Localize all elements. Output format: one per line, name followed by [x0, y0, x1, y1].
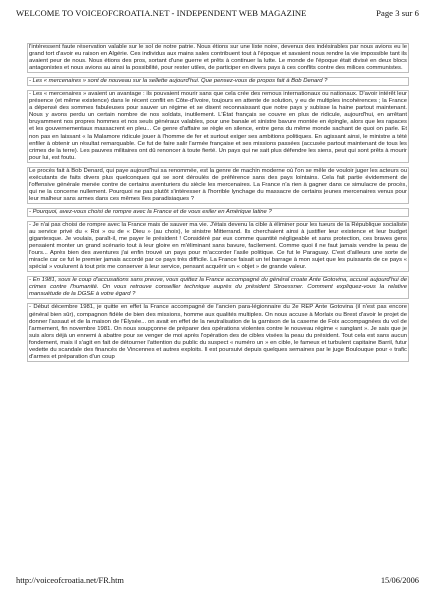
article-paragraph: Le procès fait à Bob Denard, qui paye aujourd'hui sa renommée, est la genre de machin moderne où l'on se mêle de vouloir juger les acteurs ou exécutants de faits divers plus quelconques qui se sont déroulés de préférence sans des pays lointains. Cela fait partie évidemment de l'offensive générale menée contre de certains aventuriers du siècle les mercenaires. La France n'a rien à gagner dans ce simulacre de procès, qui ne la concerne nullement. Pourquoi ne pas plutôt s'intéresser à l'horrible lynchage du massacre de certains jeunes mercenaires venus pour leur malheur sans armes dans ces mêmes îles paradisiaques ?	[27, 167, 409, 204]
footer-date: 15/06/2006	[380, 576, 419, 585]
interview-question: - En 1981, sous le coup d'accusations sans preuve, vous quittez la France accompagné du général croate Ante Gotovina, accusé aujourd'hui de crimes contre l'humanité. On vous retrouve conseiller technique auprès du président Stroessner. Comment expliquez-vous la relative mansuétude de la DGSE à votre égard ?	[27, 276, 409, 299]
page-header-title: WELCOME TO VOICEOFCROATIA.NET - INDEPENDENT WEB MAGAZINE	[16, 8, 307, 18]
page-header	[16, 8, 419, 20]
page-footer	[16, 576, 419, 588]
article-paragraph: l'intéressent faute réservation valable sur le sol de notre patrie. Nous étions sur une liste noire, devenus des indésirables par nous avions eu le grand tort d'avoir eu raison en Algérie. Ces individus aux mains sales contribuent tout à l'époque et savaient nous rendre la vie impossible tant ils avaient peur de nous. Nous étions des pros, sortant d'une guerre et prêts à continuer la lutte. Le monde de l'époque était divisé en deux blocs antagonistes et nous avions au ainsi la possibilité, pour rester utiles, de participer en divers pays à ces conflits contre des milices communistes.	[27, 43, 409, 73]
interview-question: - Pourquoi, avez-vous choisi de rompre avec la France et de vous exiler en Amérique latine ?	[27, 208, 409, 217]
page-number: Page 3 sur 6	[376, 8, 419, 18]
article-paragraph: - Je n'ai pas choisi de rompre avec la France mais de sauver ma vie. J'étais devenu la cible à éliminer pour les tueurs de la République socialiste au service privé du « Roi » ou de « Dieu » (au choix), le sinistre Mitterrand. Ils cherchaient ainsi à justifier leur existence et leur budget gigantesque. Je voulais, paraît-il, me payer le président ! Considéré par eux comme quantité négligeable et sans protection, ces braves gens pensaient monter un grand scénario tout à leur gloire en m'éliminant sans bavure, facilement. Comme quoi il ne faut jamais vendre la peau de l'ours... Après bien des aventures j'ai enfin trouvé un pays pour m'accorder l'asile politique. Ce fut le Paraguay. C'est d'ailleurs une sorte de miracle car ce fut le premier jamais accordé par ce pays très difficile. La France faisait un tel barrage à mon sujet que les puissants de ce pays « spécial » voulurent à tout prix me conserver à leur service, pensant acquérir un « objet » de grande valeur.	[27, 221, 409, 272]
article-paragraph: - Les « mercenaires » avaient un avantage : ils pouvaient mourir sans que cela crée des remous internationaux ou nationaux. D'avoir intérêt leur présence (et même existence) dans le récent conflit en Côte-d'Ivoire, toujours en attente de solution, y eu de multiples incohérences ; la France a dépensé des sommes fabuleuses pour sauver un régime et se disent reconnaissant que notre pays y subisse la haine partout maintenant. Nous y avons perdu un certain nombre de nos soldats, inutilement. L'État français se couvre en plus de ridicule, aujourd'hui, en arrêtant bruyamment nos propres hommes et nos seuls généraux valables, pour une banale et sinistre bavure montée en épingle, alors que les rapaces et les gouvernementaux massacrent en pleu... Ce genre d'affaire se règle en silence, entre gens du même monde sachant de quoi on parle. Et non pas en laissant « la Malamore ridicule jouer à l'homme de fer et surtout exiger ses ambitions politiques. En agissant ainsi, le ministre a tété enfiler à obtenir un résultat remarquable. Ce fut de faire salir l'armée française et ses missions passées (accusée partout maintenant de tous les crimes de la terre). Les pauvres militaires ont dû renoncer à toute fierté. Un pays qui ne sait plus défendre les siens, peut qui sont prêts à mourir pour lui, est foutu.	[27, 90, 409, 162]
footer-url: http://voiceofcroatia.net/FR.htm	[16, 576, 124, 585]
article-paragraph: - Début décembre 1981, je quitte en effet la France accompagné de l'ancien para-légionnaire du 2e REP Ante Gotovina (il n'est pas encore général bien sûr), compagnon fidèle de bien des missions, homme aux qualités multiples. On nous accuse à Morlaix ou Brest d'avoir le projet de donner l'assaut et de la maison de l'Élysée... on avait en effet de la neutralisation de la garnison de la caserne de Foix accompagnées du vol de l'armement, fin novembre 1981. On nous soupçonne de préparer des opérations violentes contre le nouveau régime « sanglant ». Je sais que je suis alors déjà un ennemi à abattre pour se venger de moi après l'opération des de cibles visées la peau du président. Tout cela est sans aucun fondement, mais il s'agit en fait de détourner l'attention du public du suspect « numéro un » en cible, le fameux et turbulent capitaine Barril, futur vedette du scandale des financés de Vincennes et autres exploits. Il est poursuivi depuis quelques semaines par le juge Boulouque pour « trafic d'armes et préparation d'un coup	[27, 303, 409, 361]
interview-question: - Les « mercenaires » sont de nouveau sur la sellette aujourd'hui. Que pensez-vous de propos fait à Bob Denard ?	[27, 77, 409, 86]
article-body	[27, 43, 409, 366]
